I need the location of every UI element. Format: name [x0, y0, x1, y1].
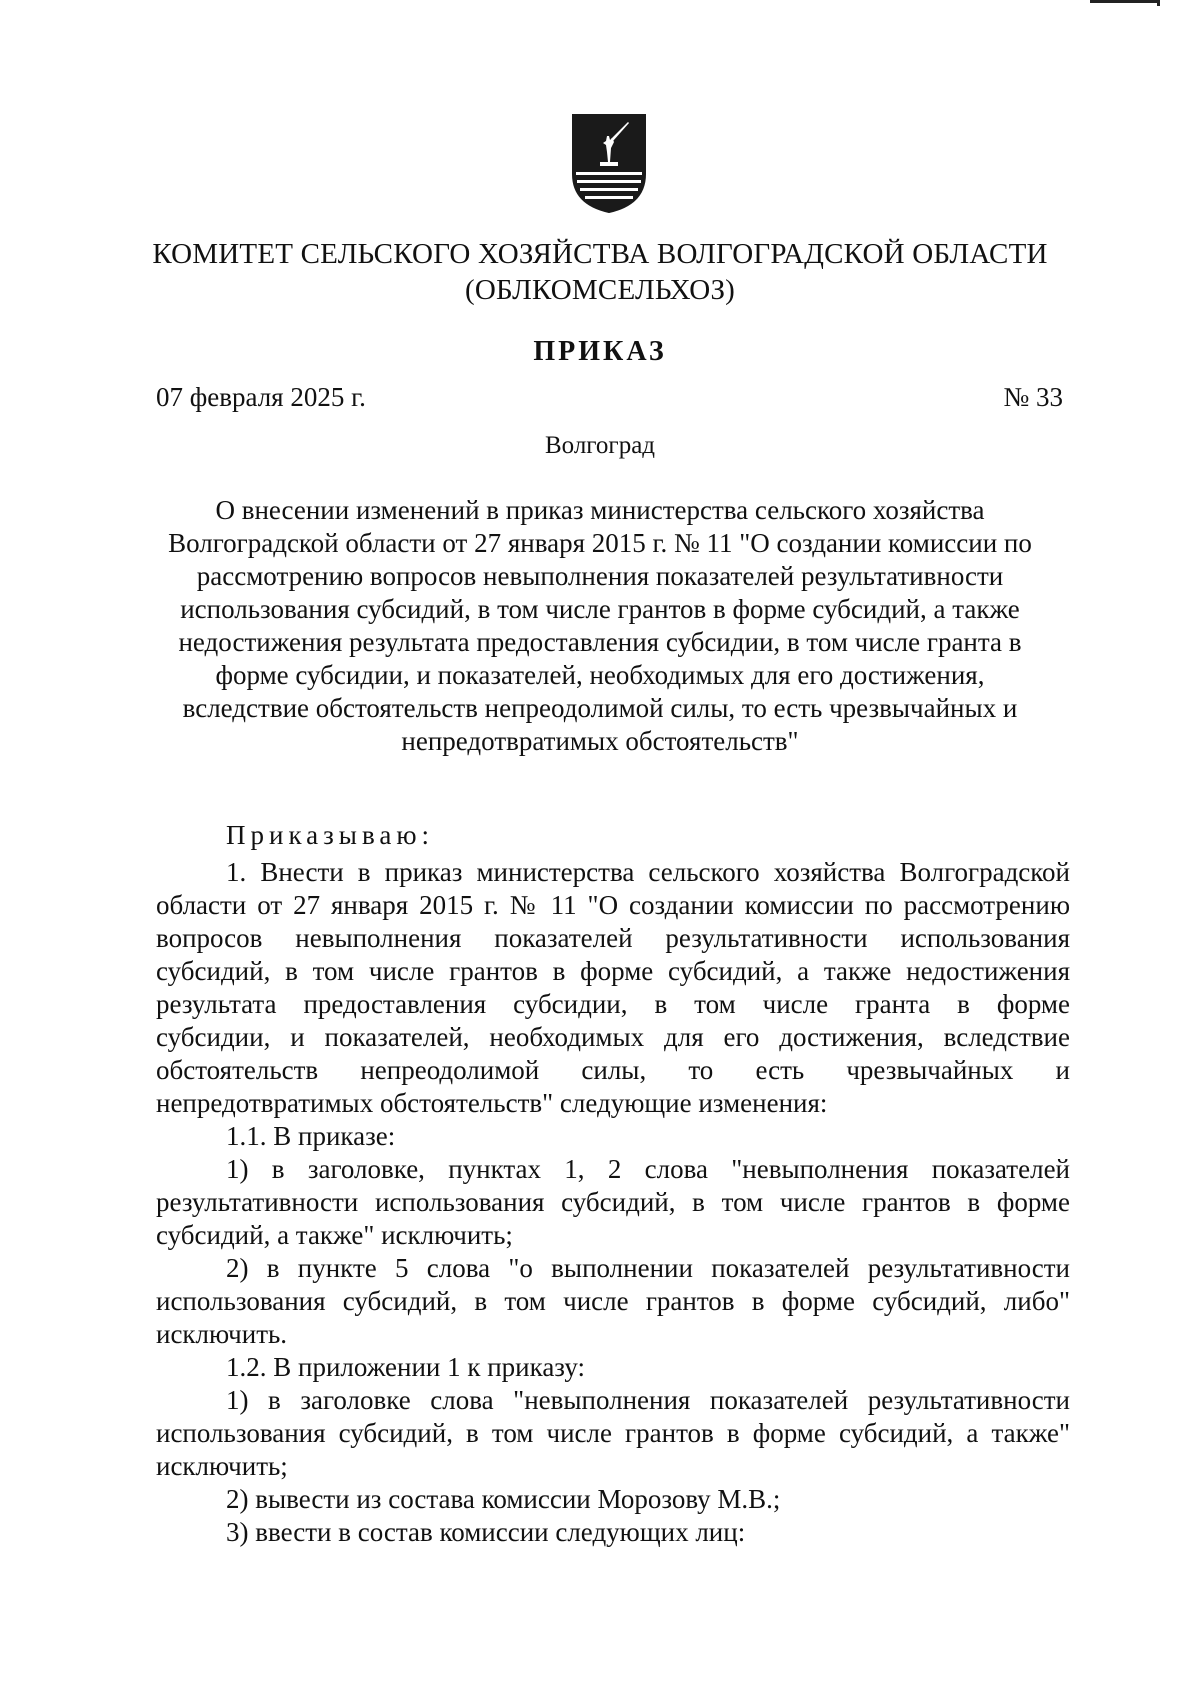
paragraph-line: 1) в заголовке слова "невыполнения показателей результативности [226, 1385, 1070, 1415]
document-city: Волгоград [544, 432, 656, 459]
subsection-heading: 1.2. В приложении 1 к приказу: [226, 1352, 586, 1382]
paragraph-line: исключить. [156, 1319, 288, 1349]
paragraph-line: вопросов невыполнения показателей результативности использования [156, 923, 1070, 953]
paragraph-line: области от 27 января 2015 г. № 11 "О создании комиссии по рассмотрению [156, 890, 1070, 920]
subject-line: Волгоградской области от 27 января 2015 г. № 11 "О создании комиссии по [168, 528, 1032, 558]
paragraph-line: исключить; [156, 1451, 288, 1481]
paragraph-line: обстоятельств непреодолимой силы, то есть чрезвычайных и [156, 1055, 1070, 1085]
paragraph-line: субсидии, и показателей, необходимых для его достижения, вследствие [156, 1022, 1070, 1052]
paragraph-line: 1) в заголовке, пунктах 1, 2 слова "невыполнения показателей [226, 1154, 1070, 1184]
subject-line: рассмотрению вопросов невыполнения показателей результативности [196, 561, 1004, 591]
paragraph-line: субсидий, в том числе грантов в форме субсидий, а также недостижения [156, 956, 1070, 986]
paragraph-line: 2) в пункте 5 слова "о выполнении показателей результативности [226, 1253, 1070, 1283]
paragraph-1 [156, 856, 1070, 1549]
subsection-heading: 1.1. В приказе: [226, 1121, 396, 1151]
paragraph-line: результативности использования субсидий, в том числе грантов в форме [156, 1187, 1070, 1217]
scan-edge-mark-vertical [1157, 0, 1160, 6]
paragraph-line: использования субсидий, в том числе грантов в форме субсидий, либо" [156, 1286, 1070, 1316]
document-subject [140, 494, 1060, 758]
organization-name: КОМИТЕТ СЕЛЬСКОГО ХОЗЯЙСТВА ВОЛГОГРАДСКОЙ ОБЛАСТИ [152, 238, 1048, 270]
scan-edge-mark [1090, 0, 1160, 3]
paragraph-line: 1. Внести в приказ министерства сельского хозяйства Волгоградской [226, 857, 1070, 887]
subject-line: недостижения результата предоставления субсидии, в том числе гранта в [178, 627, 1022, 657]
paragraph-line: использования субсидий, в том числе грантов в форме субсидий, а также" [156, 1418, 1070, 1448]
paragraph-line: 3) ввести в состав комиссии следующих лиц: [226, 1517, 746, 1547]
subject-line: О внесении изменений в приказ министерства сельского хозяйства [215, 495, 985, 525]
paragraph-line: результата предоставления субсидии, в том числе гранта в форме [156, 989, 1070, 1019]
paragraph-line: субсидий, а также" исключить; [156, 1220, 513, 1250]
organization-abbreviation: (ОБЛКОМСЕЛЬХОЗ) [464, 274, 736, 306]
paragraph-line: 2) вывести из состава комиссии Морозову М.В.; [226, 1484, 781, 1514]
subject-line: использования субсидий, в том числе грантов в форме субсидий, а также [180, 594, 1020, 624]
paragraph-line: непредотвратимых обстоятельств" следующие изменения: [156, 1088, 828, 1118]
subject-line: форме субсидии, и показателей, необходимых для его достижения, [215, 660, 985, 690]
volgograd-coat-of-arms-icon [570, 112, 648, 214]
order-word: Приказываю: [226, 820, 434, 850]
document-date: 07 февраля 2025 г. [156, 382, 366, 412]
subject-line: непредотвратимых обстоятельств" [401, 726, 799, 756]
document-type-title: ПРИКАЗ [533, 336, 667, 367]
subject-line: вследствие обстоятельств непреодолимой силы, то есть чрезвычайных и [182, 693, 1018, 723]
document-number: № 33 [1003, 382, 1063, 412]
